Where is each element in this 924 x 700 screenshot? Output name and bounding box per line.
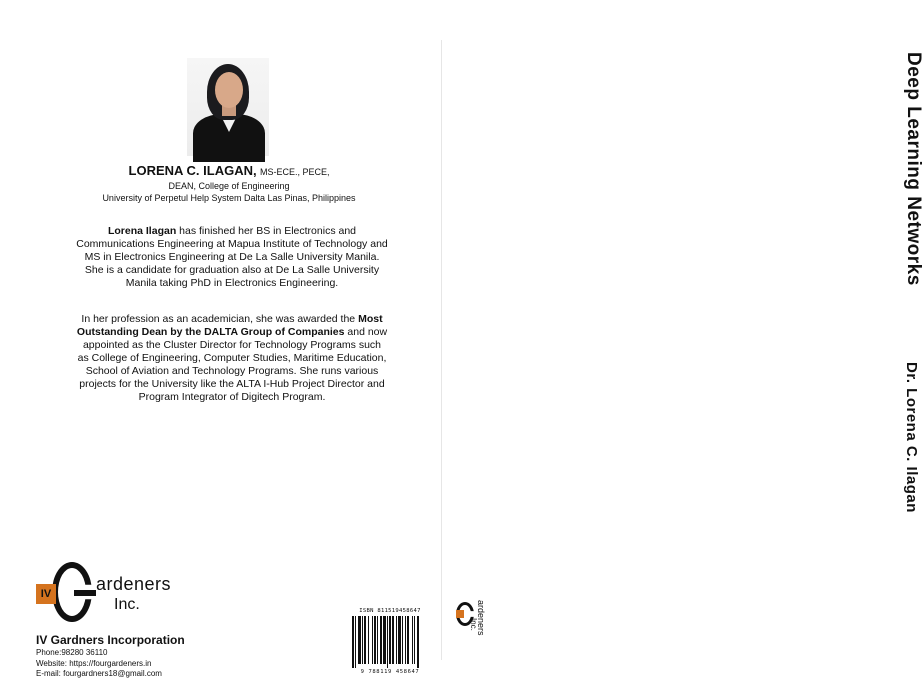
publisher-website: Website: https://fourgardeners.in (36, 658, 152, 668)
spine-logo-badge (456, 610, 464, 618)
author-institution: University of Perpetul Help System Dalta Las Pinas, Philippines (102, 193, 356, 203)
logo-wordmark-gardeners: ardeners (96, 574, 172, 594)
logo-g-crossbar (74, 590, 96, 596)
barcode-bars-icon (350, 616, 430, 668)
barcode-digits: 9 788119 458647 (360, 669, 420, 675)
isbn-barcode (346, 608, 434, 678)
bio-career-lead: In her profession as an academician, she was awarded the (81, 313, 359, 325)
author-profile (0, 163, 440, 204)
author-photo (187, 58, 269, 156)
bio-education-text: has finished her BS in Electronics and Communications Engineering at Mapua Institute of Technology and MS in Electronics Engineering at De La Salle University Manila. She is a candidate for graduation also at De La Salle University Manila taking PhD in Electronics Engineering. (76, 225, 388, 289)
author-position: DEAN, College of Engineering (168, 181, 290, 191)
publisher-contact (36, 632, 276, 680)
spine-logo-inc: Inc. (469, 618, 478, 631)
bio-career-text: and now appointed as the Cluster Director for Technology Programs such as College of Engineering, Computer Studies, Maritime Education, School of Aviation and Technology Programs. She runs various projects for the University like the ALTA I-Hub Project Director and Program Integrator of Digitech Program. (77, 326, 388, 403)
author-name-line (18, 163, 440, 180)
logo-wordmark-inc: Inc. (114, 596, 140, 613)
publisher-email: E-mail: fourgardners18@gmail.com (36, 669, 162, 678)
publisher-logo (36, 562, 176, 626)
author-name: LORENA C. ILAGAN, (128, 163, 257, 178)
author-photo-face (215, 72, 243, 108)
bio-paragraph-2 (76, 313, 388, 404)
spine-logo-wordmark: ardeners (476, 600, 486, 636)
back-cover-main (0, 0, 440, 700)
bio-author-name: Lorena Ilagan (107, 225, 177, 237)
author-credentials: MS-ECE., PECE, (259, 167, 330, 177)
bio-award: Most Outstanding Dean by the DALTA Group of Companies (76, 313, 383, 338)
book-spine (440, 0, 924, 700)
isbn-label: ISBN 811519458647 (359, 608, 421, 614)
publisher-phone: Phone:98280 36110 (36, 648, 108, 657)
spine-publisher-logo (456, 598, 492, 664)
spine-author: Dr. Lorena C. Ilagan (903, 362, 920, 513)
publisher-name: IV Gardners Incorporation (36, 633, 185, 647)
bio-paragraph-1 (76, 225, 388, 290)
logo-iv-badge: IV (36, 584, 56, 604)
spine-title: Deep Learning Networks (903, 52, 924, 286)
